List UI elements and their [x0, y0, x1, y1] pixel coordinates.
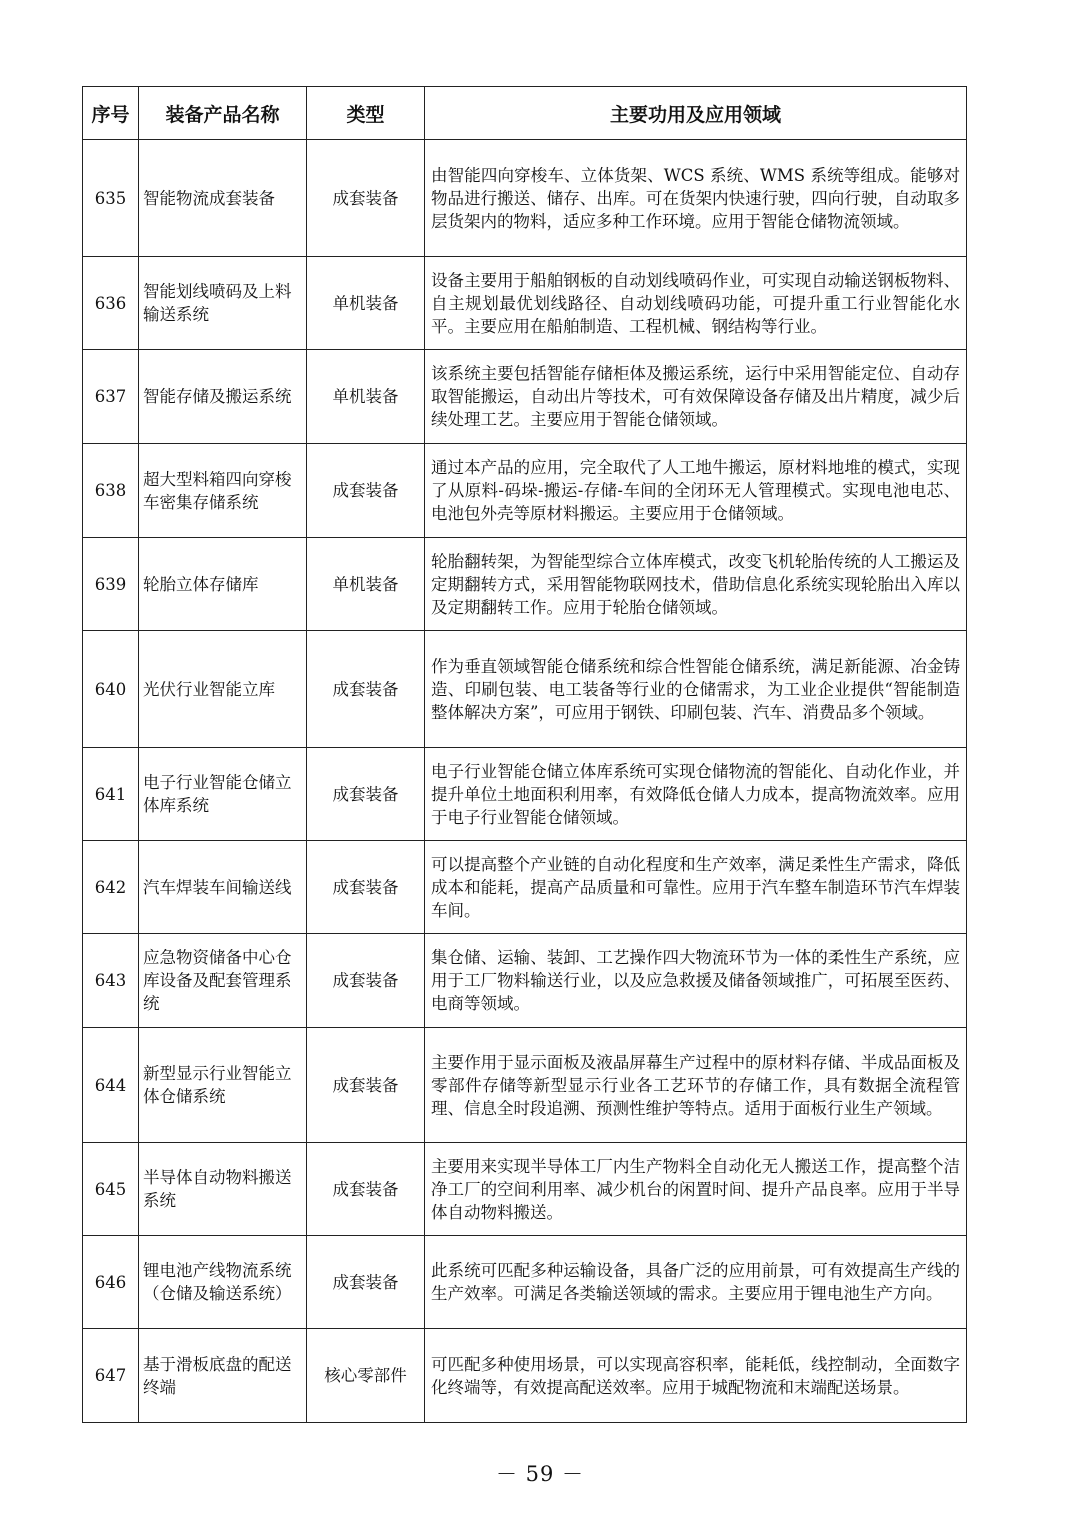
row-type: 单机装备 — [307, 538, 425, 631]
row-name: 智能划线喷码及上料输送系统 — [139, 257, 307, 350]
table-row — [83, 538, 967, 631]
row-num: 635 — [83, 140, 139, 257]
row-type: 成套装备 — [307, 1236, 425, 1329]
row-desc: 可以提高整个产业链的自动化程度和生产效率，满足柔性生产需求，降低成本和能耗，提高产品质量和可靠性。应用于汽车整车制造环节汽车焊装车间。 — [425, 841, 967, 934]
table-row — [83, 1143, 967, 1236]
row-name: 基于滑板底盘的配送终端 — [139, 1329, 307, 1423]
table-row — [83, 444, 967, 538]
row-name: 锂电池产线物流系统（仓储及输送系统） — [139, 1236, 307, 1329]
row-name: 超大型料箱四向穿梭车密集存储系统 — [139, 444, 307, 538]
row-type: 核心零部件 — [307, 1329, 425, 1423]
row-num: 643 — [83, 934, 139, 1028]
header-name: 装备产品名称 — [139, 87, 307, 140]
row-name: 新型显示行业智能立体仓储系统 — [139, 1028, 307, 1143]
row-desc: 此系统可匹配多种运输设备，具备广泛的应用前景，可有效提高生产线的生产效率。可满足各类输送领域的需求。主要应用于锂电池生产方向。 — [425, 1236, 967, 1329]
row-type: 成套装备 — [307, 934, 425, 1028]
equipment-table — [82, 86, 967, 1423]
row-desc: 设备主要用于船舶钢板的自动划线喷码作业，可实现自动输送钢板物料、自主规划最优划线路径、自动划线喷码功能，可提升重工行业智能化水平。主要应用在船舶制造、工程机械、钢结构等行业。 — [425, 257, 967, 350]
row-name: 半导体自动物料搬送系统 — [139, 1143, 307, 1236]
row-desc: 可匹配多种使用场景，可以实现高容积率，能耗低，线控制动，全面数字化终端等，有效提高配送效率。应用于城配物流和末端配送场景。 — [425, 1329, 967, 1423]
table-row — [83, 140, 967, 257]
row-type: 成套装备 — [307, 140, 425, 257]
row-num: 639 — [83, 538, 139, 631]
row-type: 单机装备 — [307, 257, 425, 350]
row-desc: 集仓储、运输、装卸、工艺操作四大物流环节为一体的柔性生产系统，应用于工厂物料输送行业，以及应急救援及储备领域推广，可拓展至医药、电商等领域。 — [425, 934, 967, 1028]
table-row — [83, 1028, 967, 1143]
row-type: 成套装备 — [307, 444, 425, 538]
row-type: 单机装备 — [307, 350, 425, 444]
row-desc: 轮胎翻转架，为智能型综合立体库模式，改变飞机轮胎传统的人工搬运及定期翻转方式，采用智能物联网技术，借助信息化系统实现轮胎出入库以及定期翻转工作。应用于轮胎仓储领域。 — [425, 538, 967, 631]
row-desc: 通过本产品的应用，完全取代了人工地牛搬运，原材料地堆的模式，实现了从原料-码垛-搬运-存储-车间的全闭环无人管理模式。实现电池电芯、电池包外壳等原材料搬运。主要应用于仓储领域。 — [425, 444, 967, 538]
row-type: 成套装备 — [307, 1143, 425, 1236]
row-type: 成套装备 — [307, 748, 425, 841]
table-row — [83, 748, 967, 841]
row-num: 646 — [83, 1236, 139, 1329]
row-num: 636 — [83, 257, 139, 350]
row-desc: 主要用来实现半导体工厂内生产物料全自动化无人搬送工作，提高整个洁净工厂的空间利用率、减少机台的闲置时间、提升产品良率。应用于半导体自动物料搬送。 — [425, 1143, 967, 1236]
row-desc: 作为垂直领域智能仓储系统和综合性智能仓储系统，满足新能源、冶金铸造、印刷包装、电工装备等行业的仓储需求，为工业企业提供“智能制造整体解决方案”，可应用于钢铁、印刷包装、汽车、消费品多个领域。 — [425, 631, 967, 748]
row-name: 汽车焊装车间输送线 — [139, 841, 307, 934]
row-num: 638 — [83, 444, 139, 538]
header-type: 类型 — [307, 87, 425, 140]
table-row — [83, 631, 967, 748]
row-desc: 由智能四向穿梭车、立体货架、WCS 系统、WMS 系统等组成。能够对物品进行搬送、储存、出库。可在货架内快速行驶，四向行驶，自动取多层货架内的物料，适应多种工作环境。应用于智能仓储物流领域。 — [425, 140, 967, 257]
table-row — [83, 934, 967, 1028]
header-num: 序号 — [83, 87, 139, 140]
row-name: 智能物流成套装备 — [139, 140, 307, 257]
row-num: 642 — [83, 841, 139, 934]
table-row — [83, 350, 967, 444]
page-number: － 59 － — [495, 1462, 585, 1486]
row-num: 647 — [83, 1329, 139, 1423]
table-row — [83, 1236, 967, 1329]
row-num: 641 — [83, 748, 139, 841]
row-name: 光伏行业智能立库 — [139, 631, 307, 748]
row-num: 640 — [83, 631, 139, 748]
row-desc: 主要作用于显示面板及液晶屏幕生产过程中的原材料存储、半成品面板及零部件存储等新型显示行业各工艺环节的存储工作，具有数据全流程管理、信息全时段追溯、预测性维护等特点。适用于面板行业生产领域。 — [425, 1028, 967, 1143]
row-type: 成套装备 — [307, 631, 425, 748]
row-num: 637 — [83, 350, 139, 444]
row-name: 轮胎立体存储库 — [139, 538, 307, 631]
table-row — [83, 1329, 967, 1423]
row-num: 645 — [83, 1143, 139, 1236]
row-type: 成套装备 — [307, 841, 425, 934]
row-name: 电子行业智能仓储立体库系统 — [139, 748, 307, 841]
row-desc: 电子行业智能仓储立体库系统可实现仓储物流的智能化、自动化作业，并提升单位土地面积利用率，有效降低仓储人力成本，提高物流效率。应用于电子行业智能仓储领域。 — [425, 748, 967, 841]
row-num: 644 — [83, 1028, 139, 1143]
row-name: 智能存储及搬运系统 — [139, 350, 307, 444]
table-row — [83, 841, 967, 934]
row-type: 成套装备 — [307, 1028, 425, 1143]
header-desc: 主要功用及应用领域 — [425, 87, 967, 140]
row-desc: 该系统主要包括智能存储柜体及搬运系统，运行中采用智能定位、自动存取智能搬运，自动出片等技术，可有效保障设备存储及出片精度，减少后续处理工艺。主要应用于智能仓储领域。 — [425, 350, 967, 444]
table-row — [83, 257, 967, 350]
table-header-row — [83, 87, 967, 140]
row-name: 应急物资储备中心仓库设备及配套管理系统 — [139, 934, 307, 1028]
